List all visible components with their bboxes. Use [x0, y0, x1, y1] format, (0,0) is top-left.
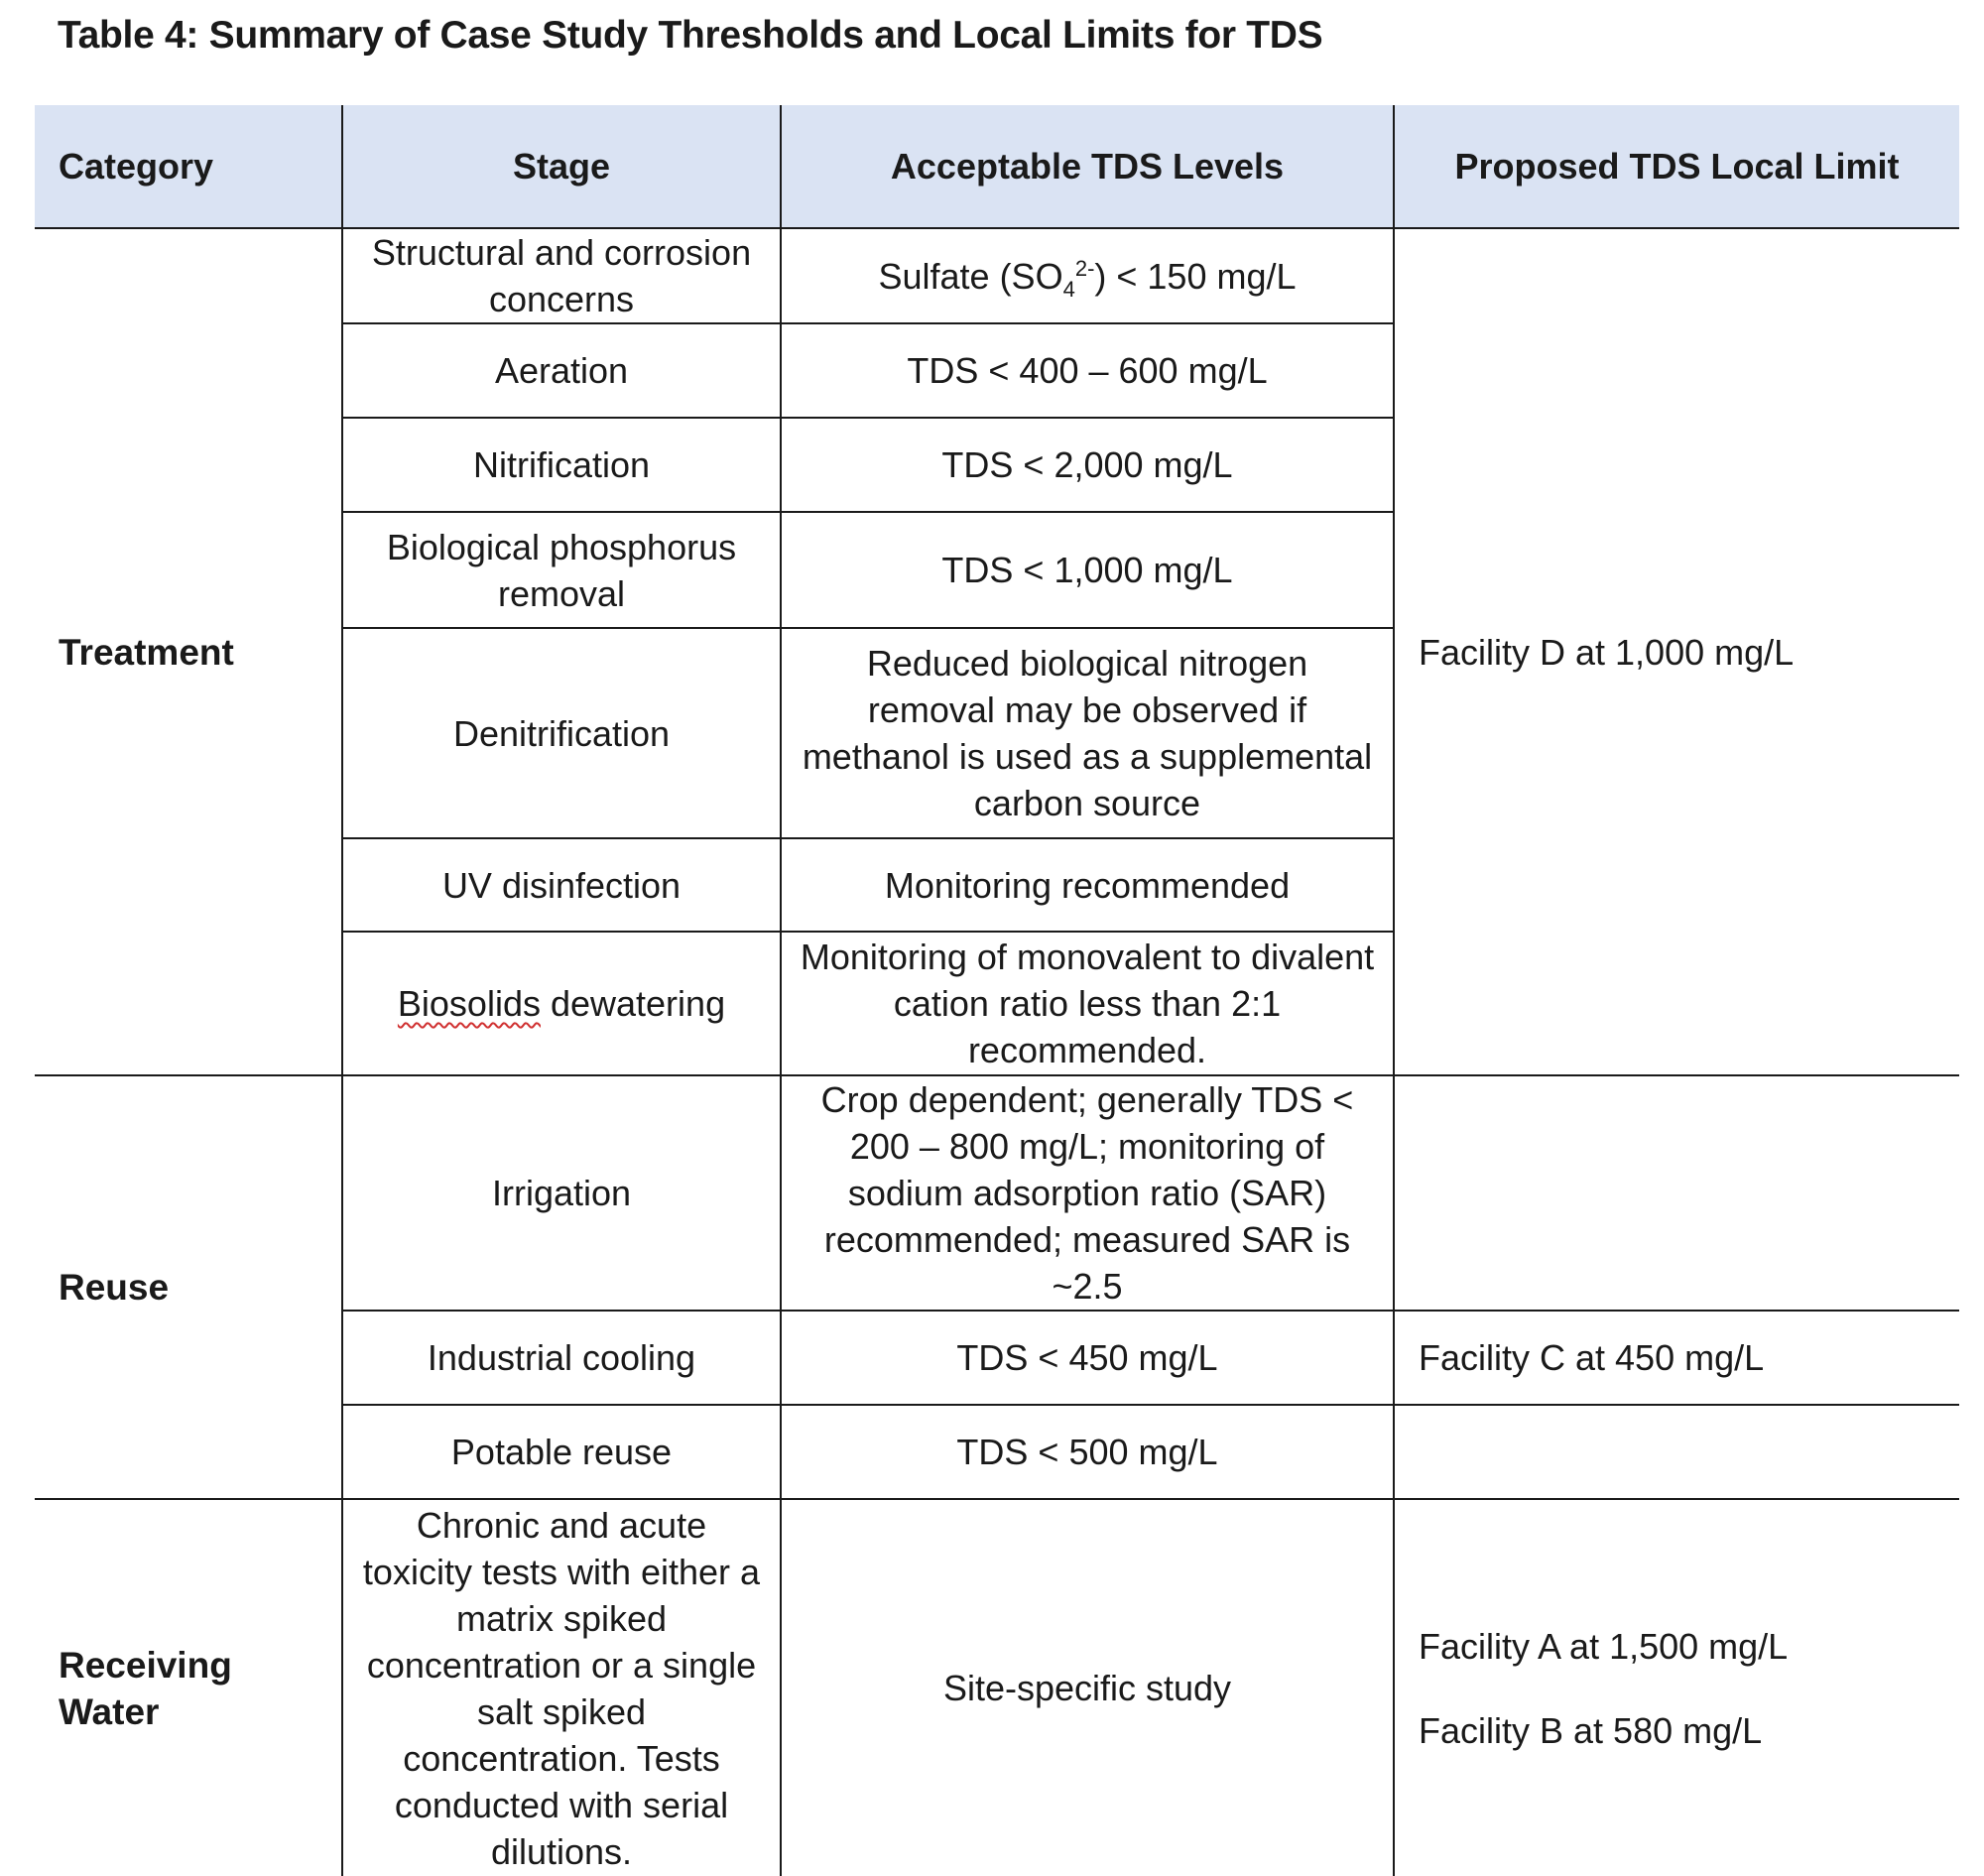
category-reuse: Reuse [35, 1075, 342, 1499]
limit-treatment: Facility D at 1,000 mg/L [1394, 228, 1959, 1075]
stage-cell: Potable reuse [342, 1405, 781, 1499]
level-cell: Monitoring of monovalent to divalent cation ratio less than 2:1 recommended. [781, 932, 1394, 1075]
header-category: Category [35, 105, 342, 228]
stage-cell: Irrigation [342, 1075, 781, 1311]
level-cell: TDS < 500 mg/L [781, 1405, 1394, 1499]
spellcheck-word: Biosolids [397, 983, 541, 1024]
header-limit: Proposed TDS Local Limit [1394, 105, 1959, 228]
table-row [35, 1075, 1959, 1311]
limit-receiving-water [1394, 1499, 1959, 1876]
level-cell: Reduced biological nitrogen removal may be observed if methanol is used as a supplemental carbon source [781, 628, 1394, 838]
header-row [35, 105, 1959, 228]
stage-cell: Denitrification [342, 628, 781, 838]
category-receiving-water: Receiving Water [59, 1644, 232, 1732]
level-cell: Site-specific study [781, 1499, 1394, 1876]
level-cell: TDS < 450 mg/L [781, 1311, 1394, 1405]
stage-cell: Nitrification [342, 418, 781, 512]
level-cell: Sulfate $(SO_4^{2-}) < 150$ mg/L [781, 228, 1394, 323]
header-levels: Acceptable TDS Levels [781, 105, 1394, 228]
level-cell: TDS < 1,000 mg/L [781, 512, 1394, 628]
stage-cell: UV disinfection [342, 838, 781, 932]
limit-facility-b: Facility B at 580 mg/L [1419, 1709, 1763, 1751]
stage-cell: Biosolids dewatering [342, 932, 781, 1075]
header-stage: Stage [342, 105, 781, 228]
level-cell: Monitoring recommended [781, 838, 1394, 932]
stage-cell: Structural and corrosion concerns [342, 228, 781, 323]
limit-cell [1394, 1075, 1959, 1311]
stage-cell: Industrial cooling [342, 1311, 781, 1405]
table-row [35, 228, 1959, 323]
stage-cell: Aeration [342, 323, 781, 418]
stage-cell: Chronic and acute toxicity tests with either a matrix spiked concentration or a single salt spiked concentration. Tests conducted with serial dilutions. [342, 1499, 781, 1876]
limit-cell [1394, 1405, 1959, 1499]
limit-facility-a: Facility A at 1,500 mg/L [1419, 1625, 1789, 1667]
stage-cell: Biological phosphorus removal [342, 512, 781, 628]
table-row [35, 1499, 1959, 1876]
level-cell: Crop dependent; generally TDS < 200 – 800 mg/L; monitoring of sodium adsorption ratio (SAR) recommended; measured SAR is ~2.5 [781, 1075, 1394, 1311]
tds-summary-table [35, 105, 1959, 1876]
table-caption: Table 4: Summary of Case Study Thresholds and Local Limits for TDS [58, 14, 1323, 57]
limit-cell: Facility C at 450 mg/L [1394, 1311, 1959, 1405]
level-cell: TDS < 400 – 600 mg/L [781, 323, 1394, 418]
category-treatment: Treatment [35, 228, 342, 1075]
level-cell: TDS < 2,000 mg/L [781, 418, 1394, 512]
